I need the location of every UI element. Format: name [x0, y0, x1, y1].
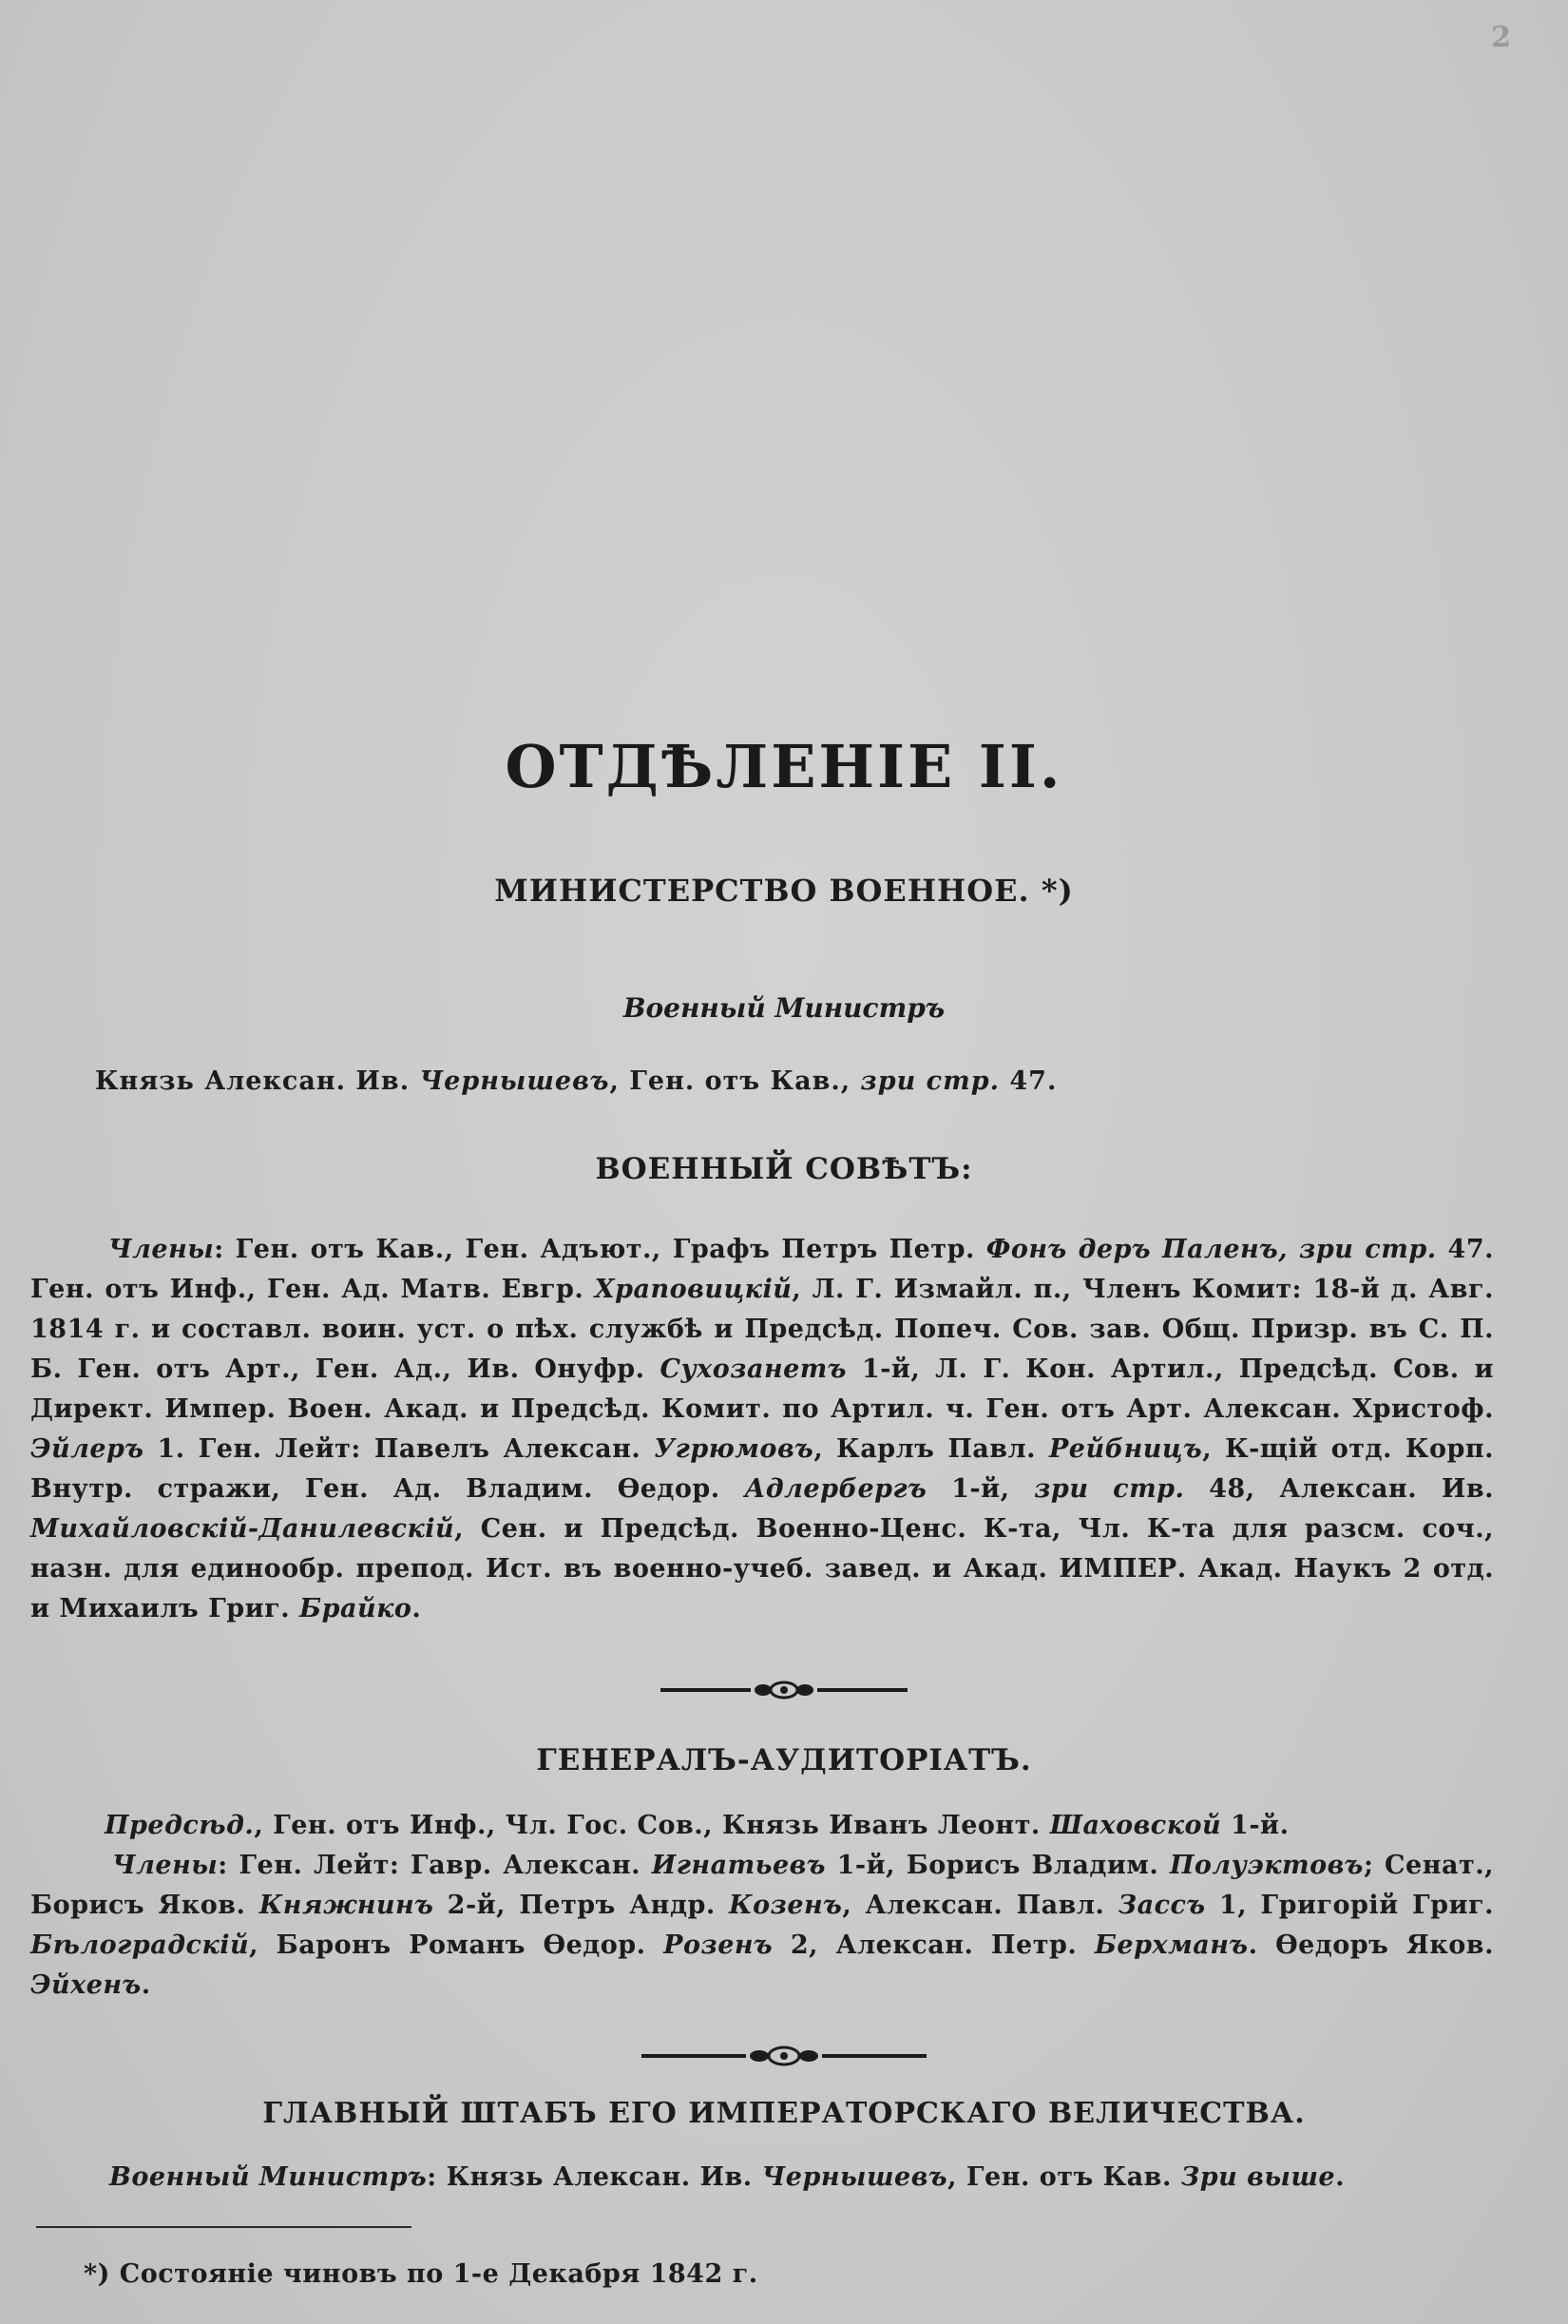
council-run-15: 1-й, [927, 1474, 1035, 1504]
aud-chair-run-3: 1-й. [1221, 1811, 1290, 1840]
aud-members-run-16: Берхманъ [1094, 1930, 1249, 1960]
war-minister-seg-4: 47. [999, 1066, 1058, 1096]
council-run-8: Эйлеръ [30, 1434, 144, 1464]
council-run-21: . [411, 1594, 422, 1623]
aud-chair-run-2: Шаховской [1049, 1811, 1222, 1840]
aud-members-run-5: ; Сенат., Борисъ Яков. [30, 1851, 1495, 1920]
general-auditoriat-heading: ГЕНЕРАЛЪ-АУДИТОРІАТЪ. [536, 1743, 1032, 1777]
war-minister-name [95, 1066, 1057, 1096]
council-run-6: Сухозанетъ [660, 1354, 847, 1384]
aud-members-run-7: 2-й, Петръ Андр. [433, 1891, 730, 1920]
staff-run-2: Чернышевъ [761, 2162, 948, 2192]
aud-members-run-14: Розенъ [663, 1930, 774, 1960]
page-number: 2 [1491, 21, 1511, 54]
council-run-4: Храповицкій [594, 1275, 793, 1304]
council-run-14: Адлербергъ [744, 1474, 927, 1504]
military-council-heading: ВОЕННЫЙ СОВѢТЪ: [595, 1152, 973, 1186]
council-run-0: Члены [108, 1235, 215, 1264]
staff-run-3: , Ген. отъ Кав. [947, 2162, 1181, 2192]
aud-members-run-12: Бѣлоградскій [30, 1930, 250, 1960]
general-auditoriat-chair [105, 1806, 1492, 1846]
footnote: *) Состояніе чиновъ по 1-е Декабря 1842 г. [84, 2259, 758, 2289]
staff-run-4: Зри выше [1180, 2162, 1336, 2192]
section-title: ОТДѢЛЕНІЕ II. [505, 732, 1063, 801]
council-run-12: Рейбницъ [1048, 1434, 1203, 1464]
war-minister-line [95, 1066, 1057, 1096]
council-run-5: , Л. Г. Измайл. п., Членъ Комит: 18-й д. Авг. 1814 г. и составл. воин. уст. о пѣх. службѣ и Предсѣд. Попеч. Сов. зав. Общ. Призр. въ С. П. Б. Ген. отъ Арт., Ген. Ад., Ив. Онуфр. [30, 1275, 1494, 1384]
council-run-3: 47. Ген. отъ Инф., Ген. Ад. Матв. Евгр. [30, 1235, 1495, 1304]
council-run-19: , Сен. и Предсѣд. Военно-Ценс. К-та, Чл. К-та для разсм. соч., назн. для единообр. препод. Ист. въ военно-учеб. завед. и Акад. ИМПЕР. Акад. Наукъ 2 отд. и Михаилъ Григ. [30, 1514, 1494, 1623]
aud-chair-run-1: , Ген. отъ Инф., Чл. Гос. Сов., Князь Иванъ Леонт. [254, 1811, 1050, 1840]
general-auditoriat-members [30, 1846, 1494, 2006]
war-minister-seg-3: зри стр. [860, 1066, 1000, 1096]
council-run-13: , К-щій отд. Корп. Внутр. стражи, Ген. Ад. Владим. Ѳедор. [30, 1434, 1495, 1504]
council-run-11: , Карлъ Павл. [813, 1434, 1049, 1464]
aud-members-run-6: Княжнинъ [258, 1891, 434, 1920]
aud-members-run-18: Эйхенъ [30, 1970, 142, 2000]
aud-members-run-15: 2, Алексан. Петр. [773, 1930, 1095, 1960]
staff-run-5: . [1335, 2162, 1345, 2192]
council-run-20: Брайко [299, 1594, 412, 1623]
general-staff-line [109, 2158, 1497, 2198]
aud-members-run-3: 1-й, Борисъ Владим. [826, 1851, 1170, 1880]
staff-run-0: Военный Министръ [109, 2162, 428, 2192]
aud-members-run-11: 1, Григорій Григ. [1205, 1891, 1494, 1920]
staff-run-1: : Князь Алексан. Ив. [427, 2162, 762, 2192]
war-minister-seg-1: Чернышевъ [419, 1066, 610, 1096]
aud-members-run-0: Члены [112, 1851, 219, 1880]
footnote-rule [36, 2226, 411, 2228]
aud-members-run-1: : Ген. Лейт: Гавр. Алексан. [218, 1851, 652, 1880]
war-minister-seg-0: Князь Алексан. Ив. [95, 1066, 420, 1096]
council-run-1: : Ген. отъ Кав., Ген. Адъют., Графъ Петръ Петр. [214, 1235, 986, 1264]
aud-members-run-2: Игнатьевъ [651, 1851, 826, 1880]
military-council-members [30, 1230, 1494, 1629]
aud-members-run-8: Козенъ [729, 1891, 843, 1920]
council-run-2: Фонъ деръ Паленъ, зри стр. [985, 1235, 1437, 1264]
ministry-title: МИНИСТЕРСТВО ВОЕННОЕ. *) [494, 873, 1074, 909]
aud-members-run-17: . Ѳедоръ Яков. [1248, 1930, 1494, 1960]
divider-ornament [660, 1679, 908, 1701]
council-run-16: зри стр. [1034, 1474, 1185, 1504]
aud-members-run-4: Полуэктовъ [1169, 1851, 1364, 1880]
divider-ornament-2 [641, 2044, 927, 2068]
war-minister-heading: Военный Министръ [622, 992, 946, 1024]
general-staff-heading: ГЛАВНЫЙ ШТАБЪ ЕГО ИМПЕРАТОРСКАГО ВЕЛИЧЕСТВА. [262, 2097, 1306, 2130]
council-run-9: 1. Ген. Лейт: Павелъ Алексан. [143, 1434, 655, 1464]
aud-members-run-19: . [141, 1970, 151, 2000]
council-run-10: Угрюмовъ [654, 1434, 814, 1464]
aud-members-run-13: , Баронъ Романъ Ѳедор. [249, 1930, 664, 1960]
war-minister-seg-2: , Ген. отъ Кав., [609, 1066, 861, 1096]
aud-chair-run-0: Предсѣд. [105, 1811, 255, 1840]
aud-members-run-9: , Алексан. Павл. [842, 1891, 1119, 1920]
council-run-17: 48, Алексан. Ив. [1184, 1474, 1494, 1504]
council-run-18: Михайловскій-Данилевскій [30, 1514, 455, 1544]
council-run-7: 1-й, Л. Г. Кон. Артил., Предсѣд. Сов. и Директ. Импер. Воен. Акад. и Предсѣд. Комит. по Артил. ч. Ген. отъ Арт. Алексан. Христоф. [30, 1354, 1495, 1424]
aud-members-run-10: Зассъ [1118, 1891, 1206, 1920]
